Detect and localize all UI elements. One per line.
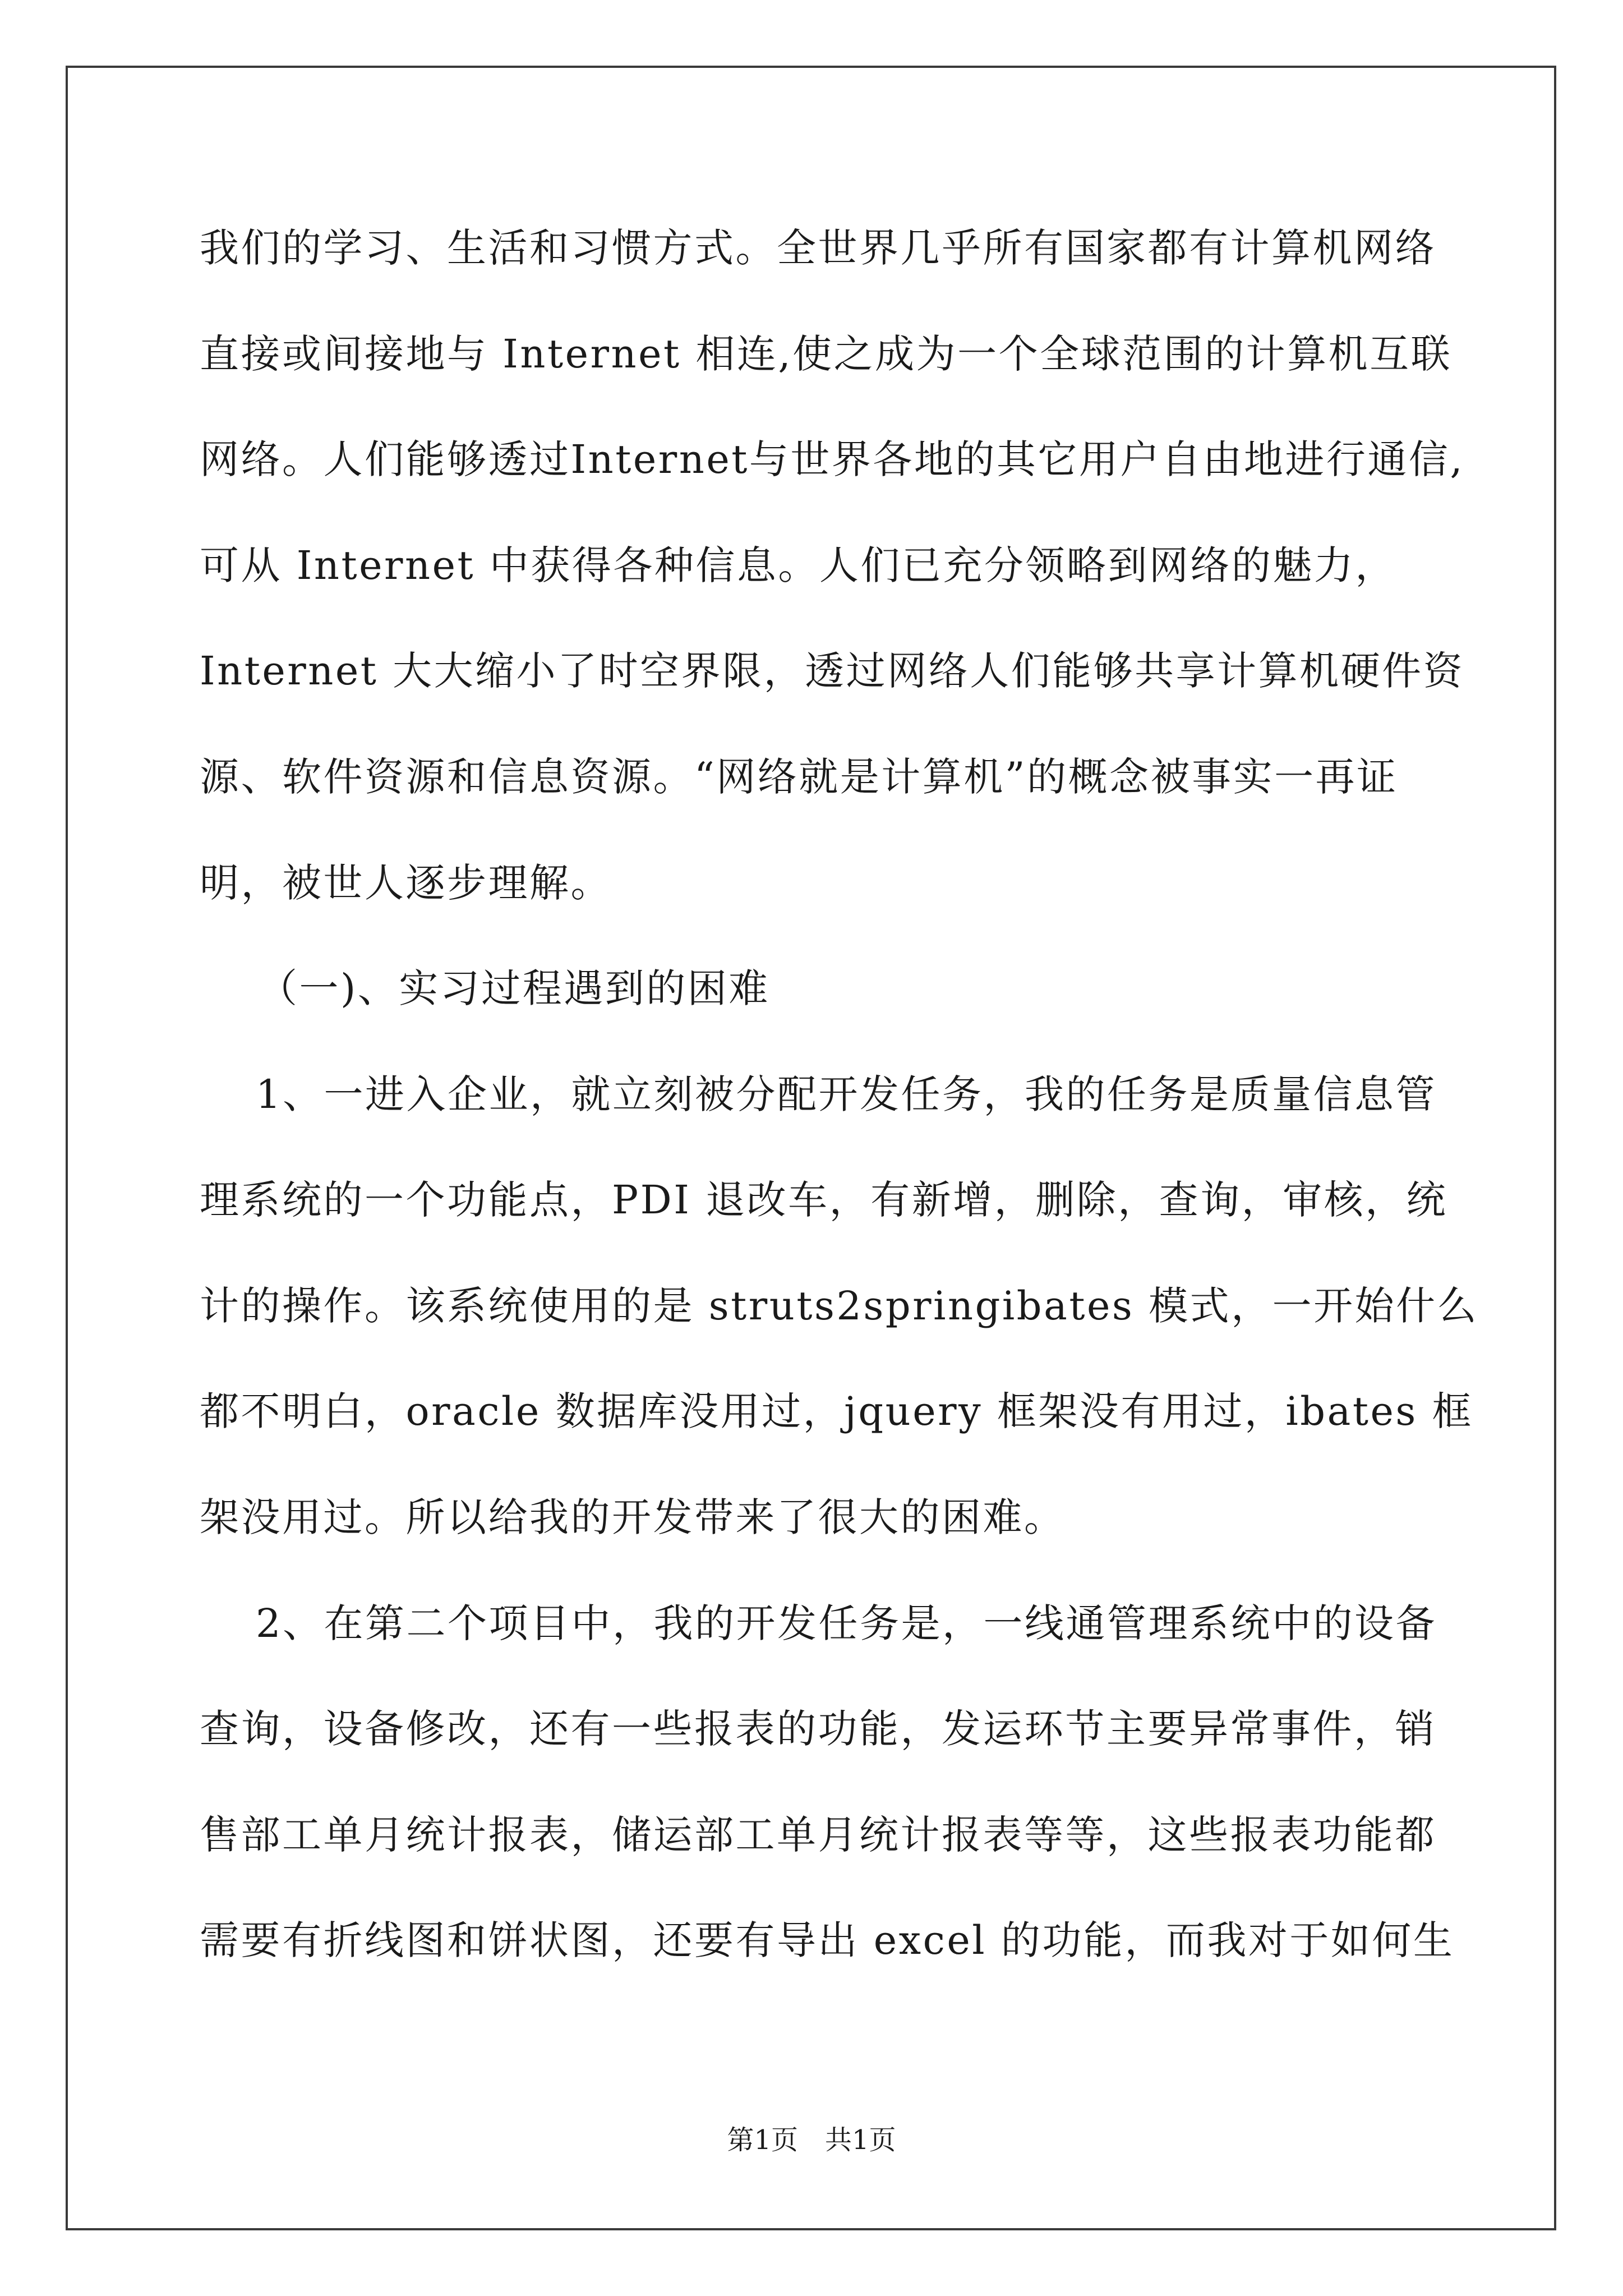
- text-line: 理系统的一个功能点，PDI 退改车，有新增，删除，查询，审核，统: [200, 1177, 1448, 1223]
- text-line: 2、在第二个项目中，我的开发任务是，一线通管理系统中的设备: [256, 1600, 1437, 1646]
- text-line: 网络。人们能够透过Internet与世界各地的其它用户自由地进行通信,: [200, 436, 1465, 482]
- section-heading: （一)、实习过程遇到的困难: [258, 965, 770, 1011]
- page-border: [66, 66, 1556, 2230]
- text-line: 我们的学习、生活和习惯方式。全世界几乎所有国家都有计算机网络: [200, 225, 1436, 271]
- text-line: 架没用过。所以给我的开发带来了很大的困难。: [200, 1494, 1066, 1540]
- text-line: 查询，设备修改，还有一些报表的功能，发运环节主要异常事件，销: [200, 1706, 1436, 1752]
- text-line: 需要有折线图和饼状图，还要有导出 excel 的功能，而我对于如何生: [200, 1917, 1455, 1963]
- text-line: 1、一进入企业，就立刻被分配开发任务，我的任务是质量信息管: [256, 1071, 1437, 1117]
- page-number-label: 第1页 共1页: [727, 2124, 896, 2156]
- page-footer: [0, 2123, 1623, 2157]
- text-line: 直接或间接地与 Internet 相连,使之成为一个全球范围的计算机互联: [200, 331, 1453, 377]
- text-line: Internet 大大缩小了时空界限，透过网络人们能够共享计算机硬件资: [200, 648, 1465, 694]
- text-line: 计的操作。该系统使用的是 struts2springibates 模式，一开始什么: [200, 1283, 1479, 1329]
- text-line: 都不明白，oracle 数据库没用过，jquery 框架没有用过，ibates 框: [200, 1388, 1474, 1434]
- text-line: 源、软件资源和信息资源。“网络就是计算机”的概念被事实一再证: [200, 754, 1398, 800]
- text-line: 明，被世人逐步理解。: [200, 860, 612, 906]
- text-line: 售部工单月统计报表，储运部工单月统计报表等等，这些报表功能都: [200, 1812, 1436, 1858]
- text-line: 可从 Internet 中获得各种信息。人们已充分领略到网络的魅力，: [200, 542, 1396, 588]
